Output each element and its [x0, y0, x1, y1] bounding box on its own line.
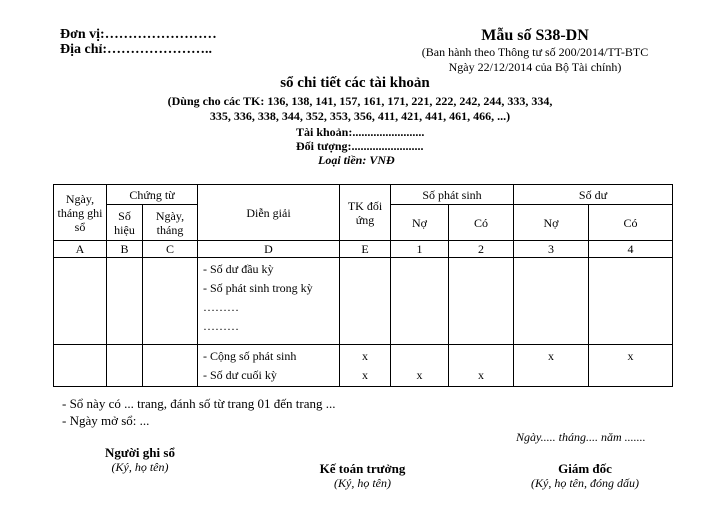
total-body: [198, 345, 340, 387]
code-cell: 1: [391, 241, 449, 258]
open-date-note: - Ngày mở sổ: ...: [62, 413, 150, 428]
mark: x: [362, 368, 369, 382]
table-cell: [107, 345, 143, 387]
table-cell: [143, 345, 198, 387]
code-cell: 2: [449, 241, 514, 258]
director-note: (Ký, họ tên, đóng dấu): [531, 476, 639, 490]
pages-note: - Sổ này có ... trang, đánh số từ trang 01 đến trang ...: [62, 396, 336, 411]
desc-line: - Số dư đầu kỳ: [203, 262, 274, 276]
mark: x: [548, 349, 555, 363]
currency-label: Loại tiền: VNĐ: [318, 153, 395, 167]
balance-debit-marks: [514, 345, 589, 387]
page-title: sổ chi tiết các tài khoản: [280, 75, 430, 91]
mark: x: [362, 349, 369, 363]
usage-line-2: 335, 336, 338, 344, 352, 353, 356, 411, 421, 441, 461, 466, ...): [209, 109, 511, 123]
chief-note: (Ký, họ tên): [334, 476, 391, 490]
table-cell: [589, 258, 673, 345]
code-cell: A: [54, 241, 107, 258]
desc-line: - Số phát sinh trong kỳ: [203, 281, 313, 295]
table-cell: [54, 258, 107, 345]
col-date-header: Ngày, tháng ghi sổ: [54, 185, 107, 241]
desc-line: ………: [203, 319, 240, 333]
account-marks: [340, 345, 391, 387]
col-account-header: TK đối ứng: [340, 185, 391, 241]
col-desc-header: Diễn giải: [198, 185, 340, 241]
table-cell: [391, 258, 449, 345]
mark: x: [416, 368, 423, 382]
balance-credit-marks: [589, 345, 673, 387]
col-balance-header: Số dư: [514, 185, 673, 205]
recorder-note: (Ký, họ tên): [111, 460, 169, 474]
table-cell: [340, 258, 391, 345]
total-line: - Số dư cuối kỳ: [203, 368, 277, 382]
col-voucher-date-header: Ngày, tháng: [143, 205, 198, 241]
total-line: - Cộng số phát sinh: [203, 349, 297, 363]
table-cell: [54, 345, 107, 387]
mark: x: [478, 368, 485, 382]
code-cell: E: [340, 241, 391, 258]
arising-debit-marks: [391, 345, 449, 387]
table-cell: [143, 258, 198, 345]
balance-debit-header: Nợ: [514, 205, 589, 241]
arising-credit-marks: [449, 345, 514, 387]
code-cell: B: [107, 241, 143, 258]
usage-line-1: (Dùng cho các TK: 136, 138, 141, 157, 161, 171, 221, 222, 242, 244, 333, 334,: [167, 94, 553, 108]
desc-line: ………: [203, 300, 240, 314]
form-code: Mẫu số S38-DN: [481, 27, 589, 44]
issued-date: Ngày 22/12/2014 của Bộ Tài chính): [448, 60, 622, 74]
mark: x: [627, 349, 634, 363]
table-cell: [107, 258, 143, 345]
table-cell: [514, 258, 589, 345]
col-voucher-no-header: Số hiệu: [107, 205, 143, 241]
date-line: Ngày..... tháng.... năm .......: [516, 430, 646, 444]
desc-body: [198, 258, 340, 345]
code-cell: 3: [514, 241, 589, 258]
recorder-title: Người ghi sổ: [105, 445, 175, 460]
balance-credit-header: Có: [589, 205, 673, 241]
arising-debit-header: Nợ: [391, 205, 449, 241]
code-cell: 4: [589, 241, 673, 258]
issued-by: (Ban hành theo Thông tư số 200/2014/TT-BTC: [421, 45, 649, 59]
subject-label: Đối tượng:........................: [296, 139, 424, 153]
code-cell: D: [198, 241, 340, 258]
col-voucher-header: Chứng từ: [107, 185, 198, 205]
arising-credit-header: Có: [449, 205, 514, 241]
unit-label: Đơn vị:……………………: [60, 27, 217, 42]
code-cell: C: [143, 241, 198, 258]
address-label: Địa chỉ:…………………..: [60, 42, 213, 57]
table-cell: [449, 258, 514, 345]
col-arising-header: Số phát sinh: [391, 185, 514, 205]
account-label: Tài khoản:........................: [296, 125, 425, 139]
chief-title: Kế toán trưởng: [319, 461, 406, 476]
director-title: Giám đốc: [558, 461, 612, 476]
ledger-table: [53, 184, 673, 387]
